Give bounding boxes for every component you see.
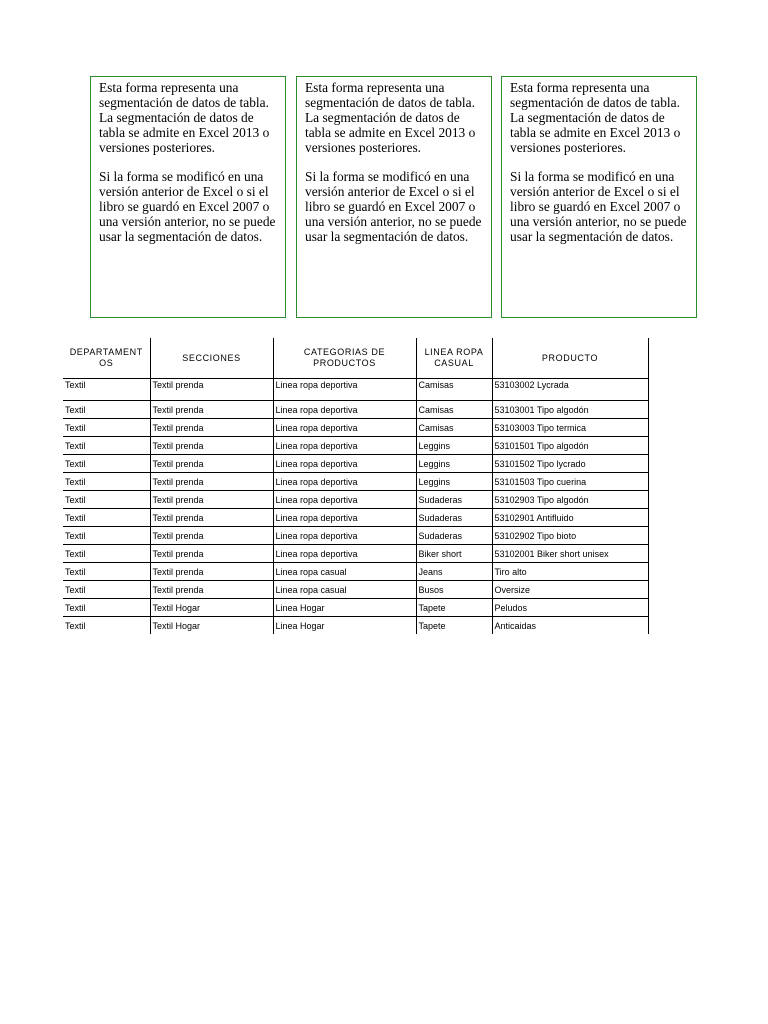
header-categorias[interactable]: CATEGORIAS DE PRODUCTOS: [273, 338, 416, 379]
cell-producto[interactable]: 53103003 Tipo termica: [492, 419, 648, 437]
cell-linea[interactable]: Tapete: [416, 617, 492, 635]
cell-linea[interactable]: Busos: [416, 581, 492, 599]
cell-seccion[interactable]: Textil prenda: [150, 437, 273, 455]
cell-categoria[interactable]: Linea ropa deportiva: [273, 545, 416, 563]
cell-seccion[interactable]: Textil prenda: [150, 401, 273, 419]
cell-seccion[interactable]: Textil prenda: [150, 419, 273, 437]
cell-seccion[interactable]: Textil prenda: [150, 379, 273, 401]
cell-linea[interactable]: Sudaderas: [416, 509, 492, 527]
cell-linea[interactable]: Sudaderas: [416, 527, 492, 545]
cell-seccion[interactable]: Textil Hogar: [150, 599, 273, 617]
header-secciones[interactable]: SECCIONES: [150, 338, 273, 379]
cell-seccion[interactable]: Textil prenda: [150, 455, 273, 473]
cell-categoria[interactable]: Linea Hogar: [273, 617, 416, 635]
cell-seccion[interactable]: Textil prenda: [150, 491, 273, 509]
cell-linea[interactable]: Camisas: [416, 401, 492, 419]
slicer-placeholder-2[interactable]: [296, 76, 492, 318]
cell-departamento[interactable]: Textil: [63, 419, 150, 437]
cell-categoria[interactable]: Linea ropa deportiva: [273, 509, 416, 527]
cell-linea[interactable]: Biker short: [416, 545, 492, 563]
cell-producto[interactable]: 53102902 Tipo bioto: [492, 527, 648, 545]
cell-categoria[interactable]: Linea ropa deportiva: [273, 437, 416, 455]
table-row: [63, 509, 648, 527]
table-row: [63, 455, 648, 473]
cell-linea[interactable]: Sudaderas: [416, 491, 492, 509]
cell-categoria[interactable]: Linea ropa deportiva: [273, 401, 416, 419]
table-row: [63, 581, 648, 599]
cell-linea[interactable]: Camisas: [416, 419, 492, 437]
cell-departamento[interactable]: Textil: [63, 455, 150, 473]
cell-producto[interactable]: Peludos: [492, 599, 648, 617]
cell-categoria[interactable]: Linea ropa deportiva: [273, 491, 416, 509]
cell-seccion[interactable]: Textil prenda: [150, 563, 273, 581]
slicer-placeholder-1[interactable]: [90, 76, 286, 318]
cell-linea[interactable]: Leggins: [416, 473, 492, 491]
table-body: [63, 379, 648, 635]
table-row: [63, 599, 648, 617]
table-row: [63, 401, 648, 419]
slicer-paragraph-1: Esta forma representa una segmentación de datos de tabla. La segmentación de datos de tabla se admite en Excel 2013 o versiones posteriores.: [305, 80, 476, 155]
cell-producto[interactable]: 53102903 Tipo algodón: [492, 491, 648, 509]
table-row: [63, 437, 648, 455]
cell-departamento[interactable]: Textil: [63, 563, 150, 581]
slicer-paragraph-2: Si la forma se modificó en una versión anterior de Excel o si el libro se guardó en Excel 2007 o una versión anterior, no se puede usar la segmentación de datos.: [510, 169, 687, 244]
cell-producto[interactable]: 53102001 Biker short unisex: [492, 545, 648, 563]
header-producto[interactable]: PRODUCTO: [492, 338, 648, 379]
slicer-paragraph-2: Si la forma se modificó en una versión anterior de Excel o si el libro se guardó en Excel 2007 o una versión anterior, no se puede usar la segmentación de datos.: [305, 169, 482, 244]
cell-categoria[interactable]: Linea ropa deportiva: [273, 473, 416, 491]
cell-categoria[interactable]: Linea ropa deportiva: [273, 419, 416, 437]
cell-producto[interactable]: 53101503 Tipo cuerina: [492, 473, 648, 491]
cell-departamento[interactable]: Textil: [63, 545, 150, 563]
cell-departamento[interactable]: Textil: [63, 491, 150, 509]
cell-categoria[interactable]: Linea ropa casual: [273, 563, 416, 581]
slicer-paragraph-1: Esta forma representa una segmentación de datos de tabla. La segmentación de datos de tabla se admite en Excel 2013 o versiones posteriores.: [510, 80, 681, 155]
slicer-area: [80, 70, 687, 322]
cell-departamento[interactable]: Textil: [63, 437, 150, 455]
table-row: [63, 473, 648, 491]
cell-producto[interactable]: 53103002 Lycrada: [492, 379, 648, 401]
cell-departamento[interactable]: Textil: [63, 599, 150, 617]
cell-linea[interactable]: Leggins: [416, 455, 492, 473]
cell-departamento[interactable]: Textil: [63, 581, 150, 599]
table-row: [63, 419, 648, 437]
table-row: [63, 527, 648, 545]
header-departamentos[interactable]: DEPARTAMENT OS: [63, 338, 150, 379]
cell-departamento[interactable]: Textil: [63, 379, 150, 401]
cell-producto[interactable]: Tiro alto: [492, 563, 648, 581]
table-row: [63, 617, 648, 635]
table-row: [63, 491, 648, 509]
cell-categoria[interactable]: Linea Hogar: [273, 599, 416, 617]
cell-linea[interactable]: Tapete: [416, 599, 492, 617]
cell-linea[interactable]: Camisas: [416, 379, 492, 401]
cell-linea[interactable]: Jeans: [416, 563, 492, 581]
product-table: [63, 338, 649, 634]
cell-producto[interactable]: Oversize: [492, 581, 648, 599]
cell-seccion[interactable]: Textil prenda: [150, 545, 273, 563]
cell-producto[interactable]: 53101501 Tipo algodón: [492, 437, 648, 455]
cell-departamento[interactable]: Textil: [63, 617, 150, 635]
cell-departamento[interactable]: Textil: [63, 473, 150, 491]
cell-producto[interactable]: 53101502 Tipo lycrado: [492, 455, 648, 473]
cell-categoria[interactable]: Linea ropa casual: [273, 581, 416, 599]
cell-seccion[interactable]: Textil prenda: [150, 473, 273, 491]
cell-producto[interactable]: 53103001 Tipo algodón: [492, 401, 648, 419]
slicer-paragraph-2: Si la forma se modificó en una versión anterior de Excel o si el libro se guardó en Excel 2007 o una versión anterior, no se puede usar la segmentación de datos.: [99, 169, 276, 244]
header-linea-ropa-casual[interactable]: LINEA ROPA CASUAL: [416, 338, 492, 379]
slicer-paragraph-1: Esta forma representa una segmentación de datos de tabla. La segmentación de datos de tabla se admite en Excel 2013 o versiones posteriores.: [99, 80, 270, 155]
cell-seccion[interactable]: Textil prenda: [150, 581, 273, 599]
table-header-row: [63, 338, 648, 379]
cell-categoria[interactable]: Linea ropa deportiva: [273, 379, 416, 401]
cell-producto[interactable]: Anticaidas: [492, 617, 648, 635]
slicer-placeholder-3[interactable]: [501, 76, 697, 318]
cell-seccion[interactable]: Textil Hogar: [150, 617, 273, 635]
cell-categoria[interactable]: Linea ropa deportiva: [273, 527, 416, 545]
cell-departamento[interactable]: Textil: [63, 509, 150, 527]
cell-producto[interactable]: 53102901 Antifluido: [492, 509, 648, 527]
cell-linea[interactable]: Leggins: [416, 437, 492, 455]
cell-departamento[interactable]: Textil: [63, 527, 150, 545]
cell-seccion[interactable]: Textil prenda: [150, 509, 273, 527]
table-row: [63, 379, 648, 401]
table-row: [63, 563, 648, 581]
cell-departamento[interactable]: Textil: [63, 401, 150, 419]
cell-seccion[interactable]: Textil prenda: [150, 527, 273, 545]
table-row: [63, 545, 648, 563]
cell-categoria[interactable]: Linea ropa deportiva: [273, 455, 416, 473]
